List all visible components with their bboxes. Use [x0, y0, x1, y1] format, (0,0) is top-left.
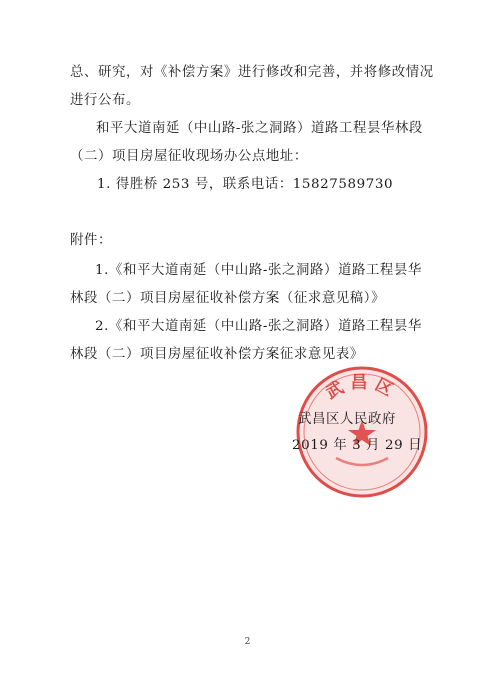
- seal-text: 武昌区: [322, 373, 402, 404]
- body-text-line: 总、研究，对《补偿方案》进行修改和完善，并将修改情况: [70, 65, 434, 80]
- contact-line: 1. 得胜桥 253 号，联系电话：15827589730: [97, 177, 394, 192]
- issuer-name: 武昌区人民政府: [298, 412, 396, 427]
- page-number: 2: [244, 637, 251, 647]
- attachment-item-continued: 林段（二）项目房屋征收补偿方案（征求意见稿）》: [70, 291, 386, 306]
- attachments-heading: 附件：: [70, 233, 112, 248]
- attachment-item-continued: 林段（二）项目房屋征收补偿方案征求意见表》: [70, 347, 364, 362]
- attachment-item: 2.《和平大道南延（中山路-张之洞路）道路工程昙华: [95, 319, 422, 334]
- body-text-line: （二）项目房屋征收现场办公点地址：: [70, 149, 308, 164]
- official-seal-stamp: [292, 362, 432, 502]
- body-text-line: 进行公布。: [70, 93, 140, 108]
- body-text-line: 和平大道南延（中山路-张之洞路）道路工程昙华林段: [96, 121, 423, 136]
- attachment-item: 1.《和平大道南延（中山路-张之洞路）道路工程昙华: [95, 263, 422, 278]
- issue-date: 2019 年 3 月 29 日: [292, 438, 423, 453]
